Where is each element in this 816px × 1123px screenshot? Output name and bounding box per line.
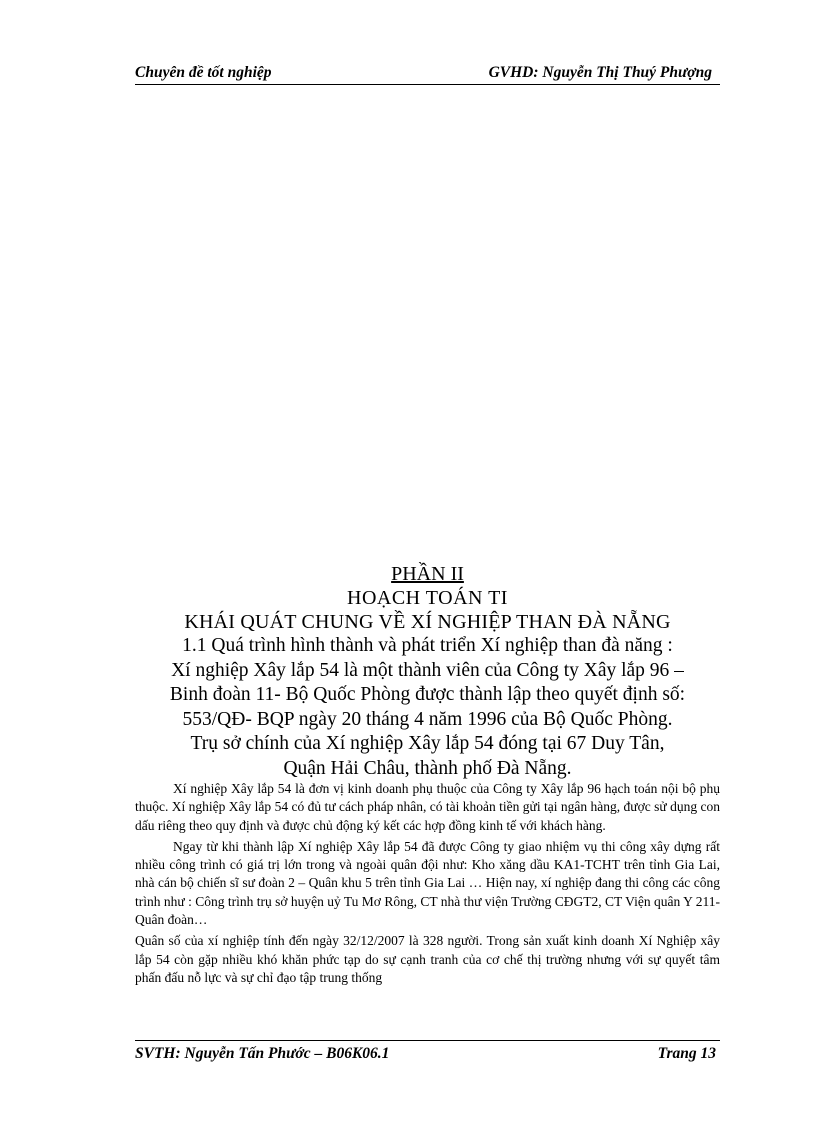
footer-student: SVTH: Nguyễn Tấn Phước – B06K06.1 bbox=[135, 1045, 390, 1062]
body-paragraph: Ngay từ khi thành lập Xí nghiệp Xây lắp 54 đã được Công ty giao nhiệm vụ thi công xây dựng rất nhiều công trình có giá trị lớn trong và ngoài quân đội như: Kho xăng dầu KA1-TCHT trên tỉnh Gia Lai, nhà cán bộ chiến sĩ sư đoàn 2 – Quân khu 5 trên tỉnh Gia Lai … Hiện nay, xí nghiệp đang thi công các công trình như : Công trình trụ sở huyện uỷ Tu Mơ Rông, CT nhà thư viện Trường CĐGT2, CT Viện quân Y 211- Quân đoàn… bbox=[135, 838, 720, 928]
body-paragraph: Quân số của xí nghiệp tính đến ngày 32/12/2007 là 328 người. Trong sản xuất kinh doanh Xí Nghiệp xây lắp 54 còn gặp nhiều khó khăn phức tạp do sự cạnh tranh của cơ chế thị trường nhưng với sự quyết tâm phấn đấu nỗ lực và sự chỉ đạo tập trung thống bbox=[135, 933, 720, 985]
intro-line: Quận Hải Châu, thành phố Đà Nẵng. bbox=[283, 757, 572, 779]
intro-line: Binh đoàn 11- Bộ Quốc Phòng được thành lập theo quyết định số: bbox=[169, 684, 686, 705]
intro-line: Xí nghiệp Xây lắp 54 là một thành viên của Công ty Xây lắp 96 – bbox=[171, 659, 684, 681]
part-heading: PHẦN II bbox=[391, 563, 464, 585]
intro-line: Trụ sở chính của Xí nghiệp Xây lắp 54 đóng tại 67 Duy Tân, bbox=[190, 733, 665, 754]
page-header bbox=[135, 62, 720, 85]
page-number: Trang 13 bbox=[657, 1045, 716, 1062]
header-course-title: Chuyên đề tốt nghiệp bbox=[135, 64, 272, 81]
intro-paragraph bbox=[135, 634, 720, 781]
header-supervisor: GVHD: Nguyễn Thị Thuý Phượng bbox=[488, 64, 712, 81]
intro-line: 553/QĐ- BQP ngày 20 tháng 4 năm 1996 của Bộ Quốc Phòng. bbox=[182, 708, 673, 730]
part-subtitle: HOẠCH TOÁN TI bbox=[347, 587, 508, 609]
section-title-block bbox=[135, 562, 720, 781]
body-text bbox=[135, 780, 720, 990]
chapter-title: KHÁI QUÁT CHUNG VỀ XÍ NGHIỆP THAN ĐÀ NẴNG bbox=[184, 611, 671, 633]
body-paragraph: Xí nghiệp Xây lắp 54 là đơn vị kinh doanh phụ thuộc của Công ty Xây lắp 96 hạch toán nội bộ phụ thuộc. Xí nghiệp Xây lắp 54 có đủ tư cách pháp nhân, có tài khoản tiền gửi tại ngân hàng, được sử dụng con dấu riêng theo quy định và được chủ động ký kết các hợp đồng kinh tế với khách hàng. bbox=[135, 781, 720, 833]
page-footer bbox=[135, 1040, 720, 1063]
intro-line: 1.1 Quá trình hình thành và phát triển Xí nghiệp than đà năng : bbox=[182, 635, 673, 656]
